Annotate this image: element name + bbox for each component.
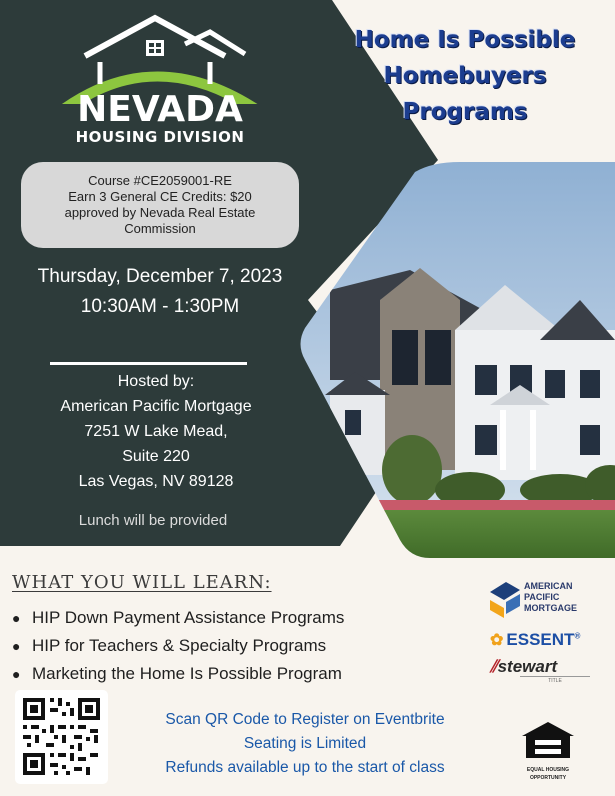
stewart-text: stewart xyxy=(497,657,558,676)
equal-housing-icon xyxy=(520,720,576,760)
register-info xyxy=(115,708,495,780)
bullet-icon: ● xyxy=(12,610,21,626)
learn-item-text: HIP Down Payment Assistance Programs xyxy=(32,608,345,627)
apm-text xyxy=(524,581,577,614)
gear-icon: ✿ xyxy=(490,632,504,649)
lunch-note: Lunch will be provided xyxy=(78,512,228,529)
title-line-2: Homebuyers xyxy=(383,63,547,89)
course-info-box xyxy=(21,162,299,248)
event-datetime xyxy=(0,262,320,322)
host-label: Hosted by: xyxy=(117,373,195,390)
eho-line-2: OPPORTUNITY xyxy=(529,775,567,781)
learn-heading: WHAT YOU WILL LEARN: xyxy=(12,572,272,593)
divider xyxy=(50,362,247,365)
event-date: Thursday, December 7, 2023 xyxy=(37,266,283,287)
qr-code[interactable] xyxy=(15,690,108,784)
learn-item xyxy=(12,632,344,660)
learn-list xyxy=(12,604,344,688)
learn-item-text: HIP for Teachers & Specialty Programs xyxy=(32,636,327,655)
register-line-2: Seating is Limited xyxy=(243,735,367,752)
register-line-3: Refunds available up to the start of class xyxy=(165,759,445,776)
eho-line-1: EQUAL HOUSING xyxy=(526,767,570,773)
learn-item xyxy=(12,660,344,688)
bullet-icon: ● xyxy=(12,638,21,654)
bullet-icon: ● xyxy=(12,666,21,682)
title-line-1: Home Is Possible xyxy=(354,27,576,53)
page-title xyxy=(330,22,600,130)
apm-line-3: MORTGAGE xyxy=(524,603,577,613)
apm-mark-icon xyxy=(488,578,522,620)
title-line-3: Programs xyxy=(402,99,528,125)
stewart-mark-icon: ⫽ xyxy=(490,657,498,676)
logo-main-text: NEVADA xyxy=(77,89,243,130)
essent-text: ESSENT xyxy=(506,630,575,649)
course-approval-2: Commission xyxy=(124,221,196,236)
nevada-housing-logo xyxy=(45,14,270,156)
event-time: 10:30AM - 1:30PM xyxy=(80,296,240,317)
logo-sub-text: HOUSING DIVISION xyxy=(75,128,245,146)
course-approval-1: approved by Nevada Real Estate xyxy=(64,205,256,220)
host-address-2: Suite 220 xyxy=(122,448,190,465)
essent-mark: ® xyxy=(574,631,581,641)
apm-line-1: AMERICAN xyxy=(524,581,573,591)
equal-housing-logo xyxy=(520,720,576,781)
register-line-1: Scan QR Code to Register on Eventbrite xyxy=(165,711,445,728)
learn-item xyxy=(12,604,344,632)
host-address-1: 7251 W Lake Mead, xyxy=(84,423,228,440)
apm-line-2: PACIFIC xyxy=(524,592,560,602)
course-credits: Earn 3 General CE Credits: $20 xyxy=(68,189,252,204)
stewart-sub-text: TITLE xyxy=(520,676,590,684)
host-name: American Pacific Mortgage xyxy=(60,398,252,415)
essent-logo xyxy=(490,630,580,650)
learn-item-text: Marketing the Home Is Possible Program xyxy=(32,664,342,683)
host-city: Las Vegas, NV 89128 xyxy=(78,473,234,490)
course-number: Course #CE2059001-RE xyxy=(88,173,232,188)
apm-logo xyxy=(488,578,598,622)
stewart-logo xyxy=(490,657,557,677)
host-info xyxy=(0,369,312,494)
qr-code-icon xyxy=(15,690,108,784)
